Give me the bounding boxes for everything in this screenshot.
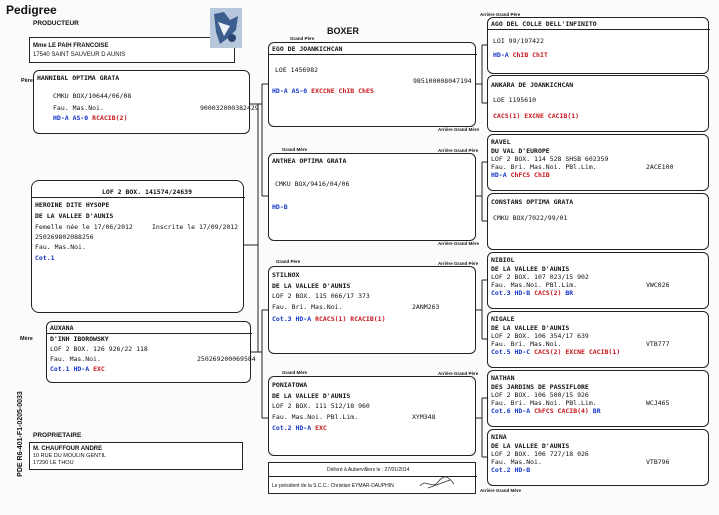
dam-affix: D'INH IBOROWSKY	[50, 335, 109, 343]
owner-address-line1: 10 RUE DU MOULIN GENTIL	[33, 453, 107, 459]
gs2-name: STILNOX	[272, 271, 300, 279]
ggd3-titles-blue: Cot.5 HD-C	[491, 348, 531, 356]
ggs3-top-caption: Arrière Grand Père	[438, 261, 479, 266]
sire-color: Fau. Mas.Noi.	[53, 104, 104, 112]
gd1-bottom-caption: Arrière Grand Mère	[438, 241, 480, 246]
ggd4-affix: DE LA VALLEE D'AUNIS	[491, 442, 570, 450]
ggs2-chip: 2ACE100	[646, 163, 674, 171]
page-title: Pedigree	[6, 3, 57, 17]
ggs4-titles-blue2: BR	[592, 407, 601, 415]
sire-chip: 900032000382429	[200, 104, 259, 112]
ggd2-name: CONSTANS OPTIMA GRATA	[491, 198, 574, 206]
ggd4-name: NINA	[491, 433, 507, 441]
ggs3-titles-blue: Cot.3 HD-B	[491, 289, 531, 297]
ggd3-color: Fau. Bri. Mas.Noi.	[491, 340, 562, 348]
ggs4-affix: DES JARDINS DE PASSIFLORE	[491, 383, 589, 391]
dam-titles-red: EXC	[93, 365, 105, 373]
ggs2-titles-red: ChFCS ChIB	[510, 171, 550, 179]
gs2-chip: 2ANM263	[412, 303, 440, 311]
ggs1-top-caption: Arrière Grand Père	[480, 12, 521, 17]
gs2-caption: Grand Père	[276, 259, 301, 264]
ggd4-color: Fau. Mas.Noi.	[491, 458, 542, 466]
ggd4-chip: VTB796	[646, 458, 670, 466]
sire-titles-blue: HD-A AS-0	[53, 114, 89, 122]
ggd4-registration: LOF 2 BOX. 106 727/18 026	[491, 450, 589, 458]
ggd3-name: NIGALE	[491, 315, 515, 323]
gd1-titles-blue: HD-B	[272, 203, 288, 211]
gd2-registration: LOF 2 BOX. 111 512/18 960	[272, 402, 370, 410]
gd2-color: Fau. Mas.Noi. PBl.Lim.	[272, 413, 359, 421]
ggs4-name: NATHAN	[491, 374, 515, 382]
owner-section-label: PROPRIETAIRE	[33, 432, 82, 439]
gd1-registration: CMKU BOX/9416/04/06	[275, 180, 350, 188]
ggs3-affix: DE LA VALLEE D'AUNIS	[491, 265, 570, 273]
ggs4-titles-red: ChFCS CACIB(4)	[534, 407, 589, 415]
ggs3-chip: VWC026	[646, 281, 670, 289]
subject-name: HEROINE DITE HYSOPE	[35, 201, 110, 209]
dam-color: Fau. Mas.Noi.	[50, 355, 101, 363]
dam-titles-blue: Cot.1 HD-A	[50, 365, 90, 373]
ggs2-top-caption: Arrière Grand Père	[438, 148, 479, 153]
gs1-titles-blue: HD-A AS-0	[272, 87, 308, 95]
gs2-titles-blue: Cot.3 HD-A	[272, 315, 312, 323]
ggs4-titles-blue: Cot.6 HD-A	[491, 407, 531, 415]
gd1-caption: Grand Mère	[282, 147, 308, 152]
gd2-chip: XYM348	[412, 413, 436, 421]
ggs2-name: RAVEL	[491, 138, 511, 146]
subject-chip: 250269802088256	[35, 233, 94, 241]
gs1-caption: Grand Père	[290, 36, 315, 41]
ggs3-titles-blue2: BR	[565, 289, 574, 297]
side-code: PDE R6-401-F1-0205-0033	[17, 391, 24, 477]
mere-label: Mère	[20, 336, 33, 342]
ggs3-registration: LOF 2 BOX. 107 023/15 902	[491, 273, 589, 281]
president-text: Le président de la S.C.C.: Christian EYMAR-DAUPHIN	[272, 483, 394, 489]
ggs2-affix: DU VAL D'EUROPE	[491, 147, 550, 155]
ggs4-color: Fau. Bri. Mas.Noi. PBl.Lim.	[491, 399, 597, 407]
gs2-affix: DE LA VALLEE D'AUNIS	[272, 282, 351, 290]
ggs4-top-caption: Arrière Grand Père	[438, 371, 479, 376]
sire-registration: CMKU BOX/10644/06/08	[53, 92, 132, 100]
subject-born: Femelle née le 17/06/2012	[35, 223, 133, 231]
producer-section-label: PRODUCTEUR	[33, 20, 79, 27]
gs1-chip: 985100008047194	[413, 77, 472, 85]
gs1-name: EGO DE JOANKICHCAN	[272, 45, 343, 53]
gs2-registration: LOF 2 BOX. 115 066/17 373	[272, 292, 370, 300]
gs2-color: Fau. Bri. Mas.Noi.	[272, 303, 343, 311]
ggs3-titles-red: CACS(2)	[534, 289, 562, 297]
ggs1-name: AGO DEL COLLE DELL'INFINITO	[491, 20, 597, 28]
subject-registered: Inscrite le 17/09/2012	[152, 223, 239, 231]
producer-address: 17540 SAINT SAUVEUR D AUNIS	[33, 52, 126, 58]
ggd1-titles-red: CACS(1) EXCNE CACIB(1)	[493, 112, 580, 120]
producer-name: Mme LE PAIH FRANCOISE	[33, 43, 109, 49]
gd2-affix: DE LA VALLEE D'AUNIS	[272, 392, 351, 400]
gs1-registration: LOE 1456982	[275, 66, 319, 74]
ggs4-chip: WCJ465	[646, 399, 670, 407]
gd2-titles-red: EXC	[315, 424, 327, 432]
owner-name: M. CHAUFFOUR ANDRE	[33, 446, 103, 452]
ggd2-registration: CMKU BOX/7022/99/01	[493, 214, 568, 222]
ggd3-chip: VTB777	[646, 340, 670, 348]
pere-label: Père	[21, 78, 33, 84]
owner-address-line2: 17290 LE THOU	[33, 460, 74, 466]
issued-text: Délivré à Aubervilliers le : 27/01/2014	[327, 467, 410, 473]
breed-title: BOXER	[327, 26, 360, 36]
gs1-bottom-caption: Arrière Grand Mère	[438, 127, 480, 132]
ggs3-color: Fau. Mas.Noi. PBl.Lim.	[491, 281, 578, 289]
sire-name: HANNIBAL OPTIMA GRATA	[37, 74, 120, 82]
sire-titles-red: RCACIB(2)	[92, 114, 128, 122]
ggs2-color: Fau. Bri. Mas.Noi. PBl.Lim.	[491, 163, 597, 171]
gd2-titles-blue: Cot.2 HD-A	[272, 424, 312, 432]
ggs1-registration: LOI 99/197422	[493, 37, 544, 45]
ggs3-name: NIBIOL	[491, 256, 515, 264]
ggs1-titles-blue: HD-A	[493, 51, 509, 59]
subject-cot: Cot.1	[35, 254, 55, 262]
dam-chip: 250269200069584	[197, 355, 256, 363]
ggd4-bottom-caption: Arrière Grand Mère	[480, 488, 522, 493]
ggs4-registration: LOF 2 BOX. 106 500/15 926	[491, 391, 589, 399]
gd2-caption: Grand Mère	[282, 370, 308, 375]
dam-registration: LOF 2 BOX. 126 926/22 118	[50, 345, 148, 353]
ggd4-titles-blue: Cot.2 HD-B	[491, 466, 531, 474]
ggs2-titles-blue: HD-A	[491, 171, 507, 179]
ggd3-registration: LOF 2 BOX. 106 354/17 639	[491, 332, 589, 340]
subject-affix: DE LA VALLEE D'AUNIS	[35, 212, 114, 220]
ggs2-registration: LOF 2 BOX. 114 528 SHSB 602359	[491, 155, 609, 163]
dam-name: AUXANA	[50, 324, 74, 332]
ggd1-name: ANKARA DE JOANKICHCAN	[491, 81, 574, 89]
ggd1-registration: LOE 1195610	[493, 96, 537, 104]
gd1-name: ANTHEA OPTIMA GRATA	[272, 157, 347, 165]
ggd3-titles-red: CACS(2) EXCNE CACIB(1)	[534, 348, 621, 356]
ggd3-affix: DE LA VALLEE D'AUNIS	[491, 324, 570, 332]
gs1-titles-red: EXCCNE ChIB ChES	[311, 87, 374, 95]
gd2-name: PONIATOWA	[272, 381, 308, 389]
subject-color: Fau. Mas.Noi.	[35, 243, 86, 251]
gs2-titles-red: RCACS(1) RCACIB(1)	[315, 315, 386, 323]
subject-lof: LOF 2 BOX. 141574/24639	[102, 188, 193, 196]
ggs1-titles-red: ChIB ChIT	[512, 51, 548, 59]
